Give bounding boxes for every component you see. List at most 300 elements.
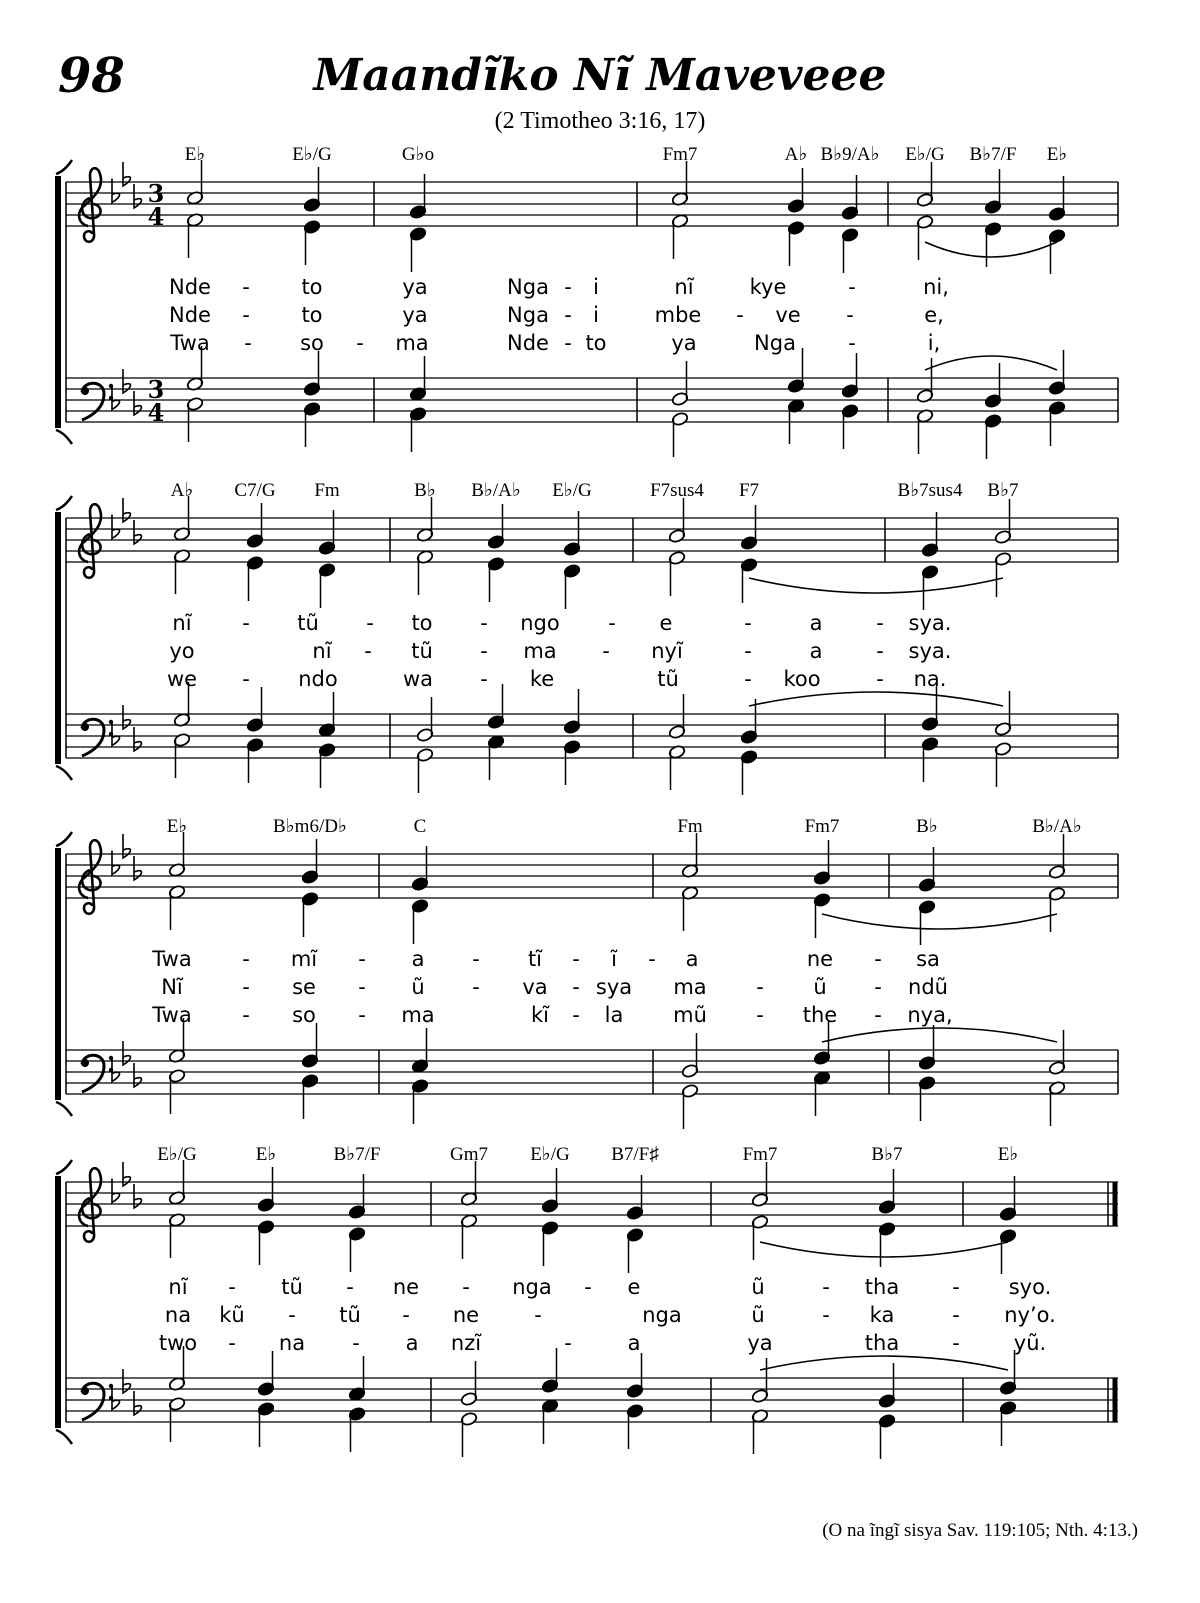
bass-note-icon xyxy=(916,408,934,454)
lyric-syllable: na xyxy=(164,1303,192,1327)
lyric-syllable: syo. xyxy=(1008,1275,1052,1299)
lyric-syllable: tũ xyxy=(339,1303,361,1327)
bass-note-icon xyxy=(787,398,805,444)
soprano-note-icon xyxy=(740,505,758,551)
lyric-syllable: tĩ xyxy=(527,947,543,971)
lyric-hyphen: - xyxy=(848,331,856,355)
soprano-note-icon xyxy=(411,846,429,892)
hymn-title: Maandĩko Nĩ Maveveee xyxy=(313,50,887,101)
bass-note-icon xyxy=(303,401,321,447)
lyric-syllable: ma xyxy=(523,639,557,663)
chord-symbol: B7/F♯ xyxy=(611,1144,659,1165)
lyric-hyphen: - xyxy=(356,331,364,355)
lyric-syllable: i, xyxy=(927,331,941,355)
bass-note-icon xyxy=(186,396,204,442)
time-sig-bottom: 4 xyxy=(147,202,165,231)
alto-note-icon xyxy=(318,562,336,608)
bass-note-icon xyxy=(918,1075,936,1121)
chord-symbol: E♭/G xyxy=(292,144,332,165)
bass-note-icon xyxy=(921,736,939,782)
bass-note-icon xyxy=(681,1083,699,1129)
lyric-syllable: tũ xyxy=(281,1275,303,1299)
lyric-syllable: a xyxy=(405,1331,419,1355)
lyric-hyphen: - xyxy=(572,1003,580,1027)
chord-symbol: A♭ xyxy=(784,144,808,165)
chord-symbol: E♭ xyxy=(1046,144,1068,165)
soprano-note-icon xyxy=(348,1174,366,1220)
lyric-syllable: Nga xyxy=(754,331,796,355)
lyric-syllable: ma xyxy=(401,1003,435,1027)
alto-note-icon xyxy=(409,226,427,272)
lyric-syllable: nĩ xyxy=(312,639,332,663)
lyric-syllable: so xyxy=(300,331,324,355)
lyric-hyphen: - xyxy=(228,1331,236,1355)
chord-symbol: B♭ xyxy=(916,816,938,837)
soprano-note-icon xyxy=(1048,176,1066,222)
chord-symbol: E♭ xyxy=(255,1144,277,1165)
lyric-syllable: ĩ xyxy=(611,947,617,971)
lyric-hyphen: - xyxy=(402,1303,410,1327)
lyric-syllable: sya. xyxy=(908,639,952,663)
lyric-syllable: va xyxy=(522,975,548,999)
bass-note-icon xyxy=(668,744,686,790)
chord-symbol: E♭/G xyxy=(157,1144,197,1165)
chord-symbol: F7 xyxy=(738,480,760,501)
chord-symbol: E♭/G xyxy=(530,1144,570,1165)
tenor-note-icon xyxy=(303,351,321,397)
lyric-syllable: Twa xyxy=(170,331,210,355)
lyric-syllable: kũ xyxy=(219,1303,245,1327)
alto-note-icon xyxy=(999,1228,1017,1274)
tenor-note-icon xyxy=(416,697,434,743)
tenor-note-icon xyxy=(563,689,581,735)
soprano-note-icon xyxy=(460,1161,478,1207)
treble-clef-icon xyxy=(79,504,101,578)
soprano-note-icon xyxy=(541,1168,559,1214)
chord-symbol: E♭/G xyxy=(552,480,592,501)
tenor-note-icon xyxy=(257,1351,275,1397)
lyric-syllable: Twa xyxy=(152,947,192,971)
lyric-syllable: yũ. xyxy=(1013,1331,1047,1355)
lyric-hyphen: - xyxy=(352,1331,360,1355)
bass-note-icon xyxy=(409,406,427,452)
alto-note-icon xyxy=(168,884,186,930)
chord-symbol: Fm7 xyxy=(804,816,840,837)
bass-note-icon xyxy=(563,739,581,785)
lyric-syllable: two xyxy=(158,1331,198,1355)
lyric-hyphen: - xyxy=(564,275,572,299)
lyric-syllable: se xyxy=(292,975,316,999)
lyric-hyphen: - xyxy=(564,1331,572,1355)
lyric-syllable: to xyxy=(585,331,607,355)
key-signature-flats-icon xyxy=(112,1162,142,1208)
lyric-syllable: na xyxy=(278,1331,306,1355)
bass-note-icon xyxy=(541,1398,559,1444)
lyric-syllable: kĩ xyxy=(531,1003,549,1027)
lyric-syllable: nĩ xyxy=(168,1275,188,1299)
lyric-hyphen: - xyxy=(648,947,656,971)
slur xyxy=(822,1028,1057,1042)
soprano-note-icon xyxy=(1048,834,1066,880)
lyric-syllable: e xyxy=(659,611,673,635)
system-bracket-icon xyxy=(56,496,72,780)
lyric-hyphen: - xyxy=(876,667,884,691)
bass-note-icon xyxy=(318,742,336,788)
lyric-syllable: i xyxy=(593,275,599,299)
chord-symbol: A♭ xyxy=(170,480,194,501)
soprano-note-icon xyxy=(318,510,336,556)
bass-note-icon xyxy=(416,747,434,793)
lyric-syllable: ndũ xyxy=(908,975,948,999)
lyric-hyphen: - xyxy=(736,303,744,327)
bass-staff xyxy=(66,1050,1118,1094)
bass-note-icon xyxy=(878,1413,896,1459)
slur xyxy=(760,1242,1008,1257)
chord-symbol: B♭9/A♭ xyxy=(820,144,880,165)
lyric-syllable: Nde xyxy=(169,303,211,327)
lyric-hyphen: - xyxy=(228,1275,236,1299)
key-signature-flats-icon xyxy=(112,834,142,880)
soprano-note-icon xyxy=(186,160,204,206)
alto-note-icon xyxy=(994,551,1012,597)
alto-note-icon xyxy=(173,548,191,594)
tenor-note-icon xyxy=(751,1358,769,1404)
lyric-syllable: Nga xyxy=(507,303,549,327)
lyric-syllable: tũ xyxy=(657,667,679,691)
bass-note-icon xyxy=(257,1401,275,1447)
treble-staff xyxy=(66,182,1118,226)
alto-note-icon xyxy=(681,885,699,931)
alto-note-icon xyxy=(541,1220,559,1266)
alto-note-icon xyxy=(751,1214,769,1260)
alto-note-icon xyxy=(168,1212,186,1258)
alto-note-icon xyxy=(878,1221,896,1267)
lyric-hyphen: - xyxy=(822,1303,830,1327)
bass-note-icon xyxy=(994,741,1012,787)
treble-clef-icon xyxy=(79,1168,101,1242)
alto-note-icon xyxy=(411,898,429,944)
scripture-reference: (2 Timotheo 3:16, 17) xyxy=(494,108,706,134)
alto-note-icon xyxy=(257,1219,275,1265)
soprano-note-icon xyxy=(916,162,934,208)
lyric-syllable: mĩ xyxy=(290,947,318,971)
lyric-syllable: ve xyxy=(775,303,801,327)
soprano-note-icon xyxy=(787,168,805,214)
alto-note-icon xyxy=(487,556,505,602)
chord-symbol: B♭m6/D♭ xyxy=(273,816,347,837)
chord-symbol: B♭/A♭ xyxy=(471,480,521,501)
tenor-note-icon xyxy=(348,1356,366,1402)
lyric-syllable: ya xyxy=(747,1331,773,1355)
bass-note-icon xyxy=(999,1400,1017,1446)
key-signature-flats-icon xyxy=(112,705,142,751)
alto-note-icon xyxy=(1048,228,1066,274)
lyric-hyphen: - xyxy=(242,275,250,299)
lyric-syllable: ya xyxy=(402,303,428,327)
time-sig-top: 3 xyxy=(147,375,165,404)
lyric-hyphen: - xyxy=(874,947,882,971)
lyric-syllable: nzĩ xyxy=(450,1331,482,1355)
lyric-hyphen: - xyxy=(756,1003,764,1027)
bass-note-icon xyxy=(487,734,505,780)
lyric-syllable: ni, xyxy=(923,275,949,299)
slur xyxy=(925,242,1057,257)
soprano-note-icon xyxy=(751,1162,769,1208)
lyric-hyphen: - xyxy=(480,639,488,663)
soprano-note-icon xyxy=(257,1167,275,1213)
lyric-syllable: we xyxy=(166,667,198,691)
soprano-note-icon xyxy=(813,840,831,886)
slur xyxy=(749,578,1003,593)
soprano-note-icon xyxy=(173,496,191,542)
lyric-hyphen: - xyxy=(572,947,580,971)
chord-symbol: G♭o xyxy=(401,144,435,165)
lyric-hyphen: - xyxy=(346,1275,354,1299)
chord-symbol: B♭7/F xyxy=(333,1144,381,1165)
lyric-hyphen: - xyxy=(756,975,764,999)
chord-symbol: Fm7 xyxy=(742,1144,778,1165)
bass-note-icon xyxy=(740,749,758,795)
lyric-syllable: i xyxy=(593,303,599,327)
soprano-note-icon xyxy=(416,497,434,543)
lyric-hyphen: - xyxy=(876,611,884,635)
lyric-syllable: ya xyxy=(671,331,697,355)
lyric-syllable: to xyxy=(301,275,323,299)
alto-note-icon xyxy=(668,550,686,596)
lyric-syllable: a xyxy=(809,639,823,663)
time-signature-3-4 xyxy=(148,375,165,427)
treble-staff xyxy=(66,854,1118,898)
lyric-hyphen: - xyxy=(564,303,572,327)
soprano-note-icon xyxy=(681,833,699,879)
soprano-note-icon xyxy=(246,503,264,549)
lyric-hyphen: - xyxy=(952,1275,960,1299)
lyric-syllable: na. xyxy=(913,667,947,691)
tenor-note-icon xyxy=(411,1028,429,1074)
tenor-note-icon xyxy=(1048,350,1066,396)
lyric-syllable: ũ xyxy=(411,975,425,999)
alto-note-icon xyxy=(918,899,936,945)
alto-note-icon xyxy=(186,212,204,258)
slur xyxy=(822,914,1057,929)
lyric-syllable: nĩ xyxy=(674,275,694,299)
alto-note-icon xyxy=(916,214,934,260)
lyric-syllable: ke xyxy=(529,667,555,691)
lyric-syllable: sya xyxy=(595,975,633,999)
lyric-syllable: koo xyxy=(783,667,821,691)
system-bracket-icon xyxy=(56,832,72,1116)
key-signature-flats-icon xyxy=(112,1369,142,1415)
chord-symbol: B♭ xyxy=(414,480,436,501)
slur xyxy=(925,356,1057,370)
bass-staff xyxy=(66,378,1118,422)
lyric-syllable: to xyxy=(301,303,323,327)
lyric-syllable: nyĩ xyxy=(651,639,683,663)
bass-note-icon xyxy=(841,403,859,449)
bass-note-icon xyxy=(984,413,1002,459)
lyric-hyphen: - xyxy=(952,1303,960,1327)
tenor-note-icon xyxy=(671,361,689,407)
tenor-note-icon xyxy=(916,358,934,404)
soprano-note-icon xyxy=(984,169,1002,215)
lyric-hyphen: - xyxy=(288,1303,296,1327)
lyric-syllable: mbe xyxy=(654,303,702,327)
lyric-syllable: nga xyxy=(642,1303,682,1327)
alto-note-icon xyxy=(921,564,939,610)
treble-clef-icon xyxy=(79,840,101,914)
tenor-note-icon xyxy=(921,686,939,732)
lyric-syllable: nya, xyxy=(907,1003,953,1027)
lyric-syllable: e xyxy=(627,1275,641,1299)
lyric-syllable: a xyxy=(685,947,699,971)
lyric-syllable: yo xyxy=(169,639,195,663)
time-signature-3-4 xyxy=(148,179,165,231)
lyric-hyphen: - xyxy=(242,667,250,691)
lyric-hyphen: - xyxy=(358,1003,366,1027)
lyric-hyphen: - xyxy=(462,1275,470,1299)
chord-symbol: B♭7sus4 xyxy=(897,480,963,501)
bass-note-icon xyxy=(168,1068,186,1114)
lyric-syllable: the xyxy=(802,1003,838,1027)
lyric-syllable: Nga xyxy=(507,275,549,299)
lyric-syllable: a xyxy=(411,947,425,971)
bass-note-icon xyxy=(626,1403,644,1449)
lyric-hyphen: - xyxy=(572,975,580,999)
lyric-syllable: tũ xyxy=(411,639,433,663)
lyric-syllable: ma xyxy=(673,975,707,999)
chord-symbol: Gm7 xyxy=(450,1144,488,1165)
alto-note-icon xyxy=(303,219,321,265)
tenor-note-icon xyxy=(1048,1030,1066,1076)
soprano-note-icon xyxy=(999,1176,1017,1222)
lyric-hyphen: - xyxy=(242,1003,250,1027)
chord-symbol: E♭/G xyxy=(905,144,945,165)
lyric-hyphen: - xyxy=(874,1003,882,1027)
tenor-note-icon xyxy=(487,684,505,730)
lyric-hyphen: - xyxy=(846,303,854,327)
lyric-hyphen: - xyxy=(608,611,616,635)
chord-symbol: E♭ xyxy=(184,144,206,165)
chord-symbol: Fm xyxy=(677,816,703,837)
chord-symbol: Fm xyxy=(314,480,340,501)
lyric-syllable: ũ xyxy=(751,1303,765,1327)
hymn-number: 98 xyxy=(58,48,125,104)
tenor-note-icon xyxy=(878,1363,896,1409)
bass-note-icon xyxy=(751,1408,769,1454)
bass-note-icon xyxy=(173,732,191,778)
bass-note-icon xyxy=(301,1073,319,1119)
slur xyxy=(760,1356,1008,1370)
lyric-hyphen: - xyxy=(744,639,752,663)
key-signature-flats-icon xyxy=(112,162,142,208)
tenor-note-icon xyxy=(918,1025,936,1071)
key-signature-flats-icon xyxy=(112,369,142,415)
lyric-hyphen: - xyxy=(584,1275,592,1299)
alto-note-icon xyxy=(1048,886,1066,932)
lyric-hyphen: - xyxy=(242,947,250,971)
lyric-hyphen: - xyxy=(244,331,252,355)
chord-symbol: B♭7 xyxy=(987,480,1019,501)
bass-staff xyxy=(66,1378,1118,1422)
lyric-hyphen: - xyxy=(744,667,752,691)
bass-note-icon xyxy=(460,1411,478,1457)
lyric-hyphen: - xyxy=(242,975,250,999)
lyric-hyphen: - xyxy=(874,975,882,999)
lyric-hyphen: - xyxy=(602,639,610,663)
lyric-syllable: ũ xyxy=(813,975,827,999)
lyric-syllable: tũ xyxy=(297,611,319,635)
lyric-syllable: ny’o. xyxy=(1004,1303,1056,1327)
bass-staff xyxy=(66,714,1118,758)
lyric-syllable: Twa xyxy=(152,1003,192,1027)
lyric-hyphen: - xyxy=(876,639,884,663)
slur xyxy=(749,692,1003,706)
chord-symbol: B♭7/F xyxy=(969,144,1017,165)
lyric-hyphen: - xyxy=(480,611,488,635)
bass-note-icon xyxy=(1048,400,1066,446)
bass-note-icon xyxy=(168,1396,186,1442)
lyric-hyphen: - xyxy=(480,667,488,691)
tenor-note-icon xyxy=(984,363,1002,409)
tenor-note-icon xyxy=(541,1348,559,1394)
lyric-hyphen: - xyxy=(358,947,366,971)
lyric-hyphen: - xyxy=(366,611,374,635)
lyric-syllable: wa xyxy=(402,667,434,691)
alto-note-icon xyxy=(984,221,1002,267)
lyric-hyphen: - xyxy=(472,975,480,999)
lyric-syllable: Nde xyxy=(169,275,211,299)
alto-note-icon xyxy=(626,1227,644,1273)
soprano-note-icon xyxy=(671,161,689,207)
tenor-note-icon xyxy=(841,353,859,399)
bass-note-icon xyxy=(671,411,689,457)
soprano-note-icon xyxy=(668,498,686,544)
chord-symbol: Fm7 xyxy=(662,144,698,165)
tenor-note-icon xyxy=(668,694,686,740)
time-sig-bottom: 4 xyxy=(147,398,165,427)
tenor-note-icon xyxy=(318,692,336,738)
tenor-note-icon xyxy=(681,1033,699,1079)
chord-symbol: C xyxy=(413,816,427,837)
lyric-syllable: sa xyxy=(916,947,940,971)
lyric-syllable: nga xyxy=(512,1275,552,1299)
key-signature-flats-icon xyxy=(112,1041,142,1087)
bass-note-icon xyxy=(813,1070,831,1116)
lyric-syllable: kye xyxy=(749,275,787,299)
soprano-note-icon xyxy=(303,167,321,213)
alto-note-icon xyxy=(563,563,581,609)
lyric-syllable: to xyxy=(411,611,433,635)
bass-note-icon xyxy=(348,1406,366,1452)
system-bracket-icon xyxy=(56,1160,72,1444)
footnote-references: (O na ĩngĩ sisya Sav. 119:105; Nth. 4:13.) xyxy=(822,1520,1138,1541)
alto-note-icon xyxy=(301,891,319,937)
lyric-syllable: Nĩ xyxy=(161,975,183,999)
lyric-hyphen: - xyxy=(364,639,372,663)
lyric-syllable: mũ xyxy=(673,1003,707,1027)
lyric-hyphen: - xyxy=(472,947,480,971)
lyric-syllable: a xyxy=(809,611,823,635)
soprano-note-icon xyxy=(878,1169,896,1215)
lyric-hyphen: - xyxy=(744,611,752,635)
tenor-note-icon xyxy=(246,687,264,733)
tenor-note-icon xyxy=(460,1361,478,1407)
lyric-syllable: tha xyxy=(864,1275,900,1299)
system-bracket-icon xyxy=(56,160,72,444)
lyric-syllable: ũ xyxy=(751,1275,765,1299)
alto-note-icon xyxy=(246,555,264,601)
chord-symbol: B♭/A♭ xyxy=(1032,816,1082,837)
